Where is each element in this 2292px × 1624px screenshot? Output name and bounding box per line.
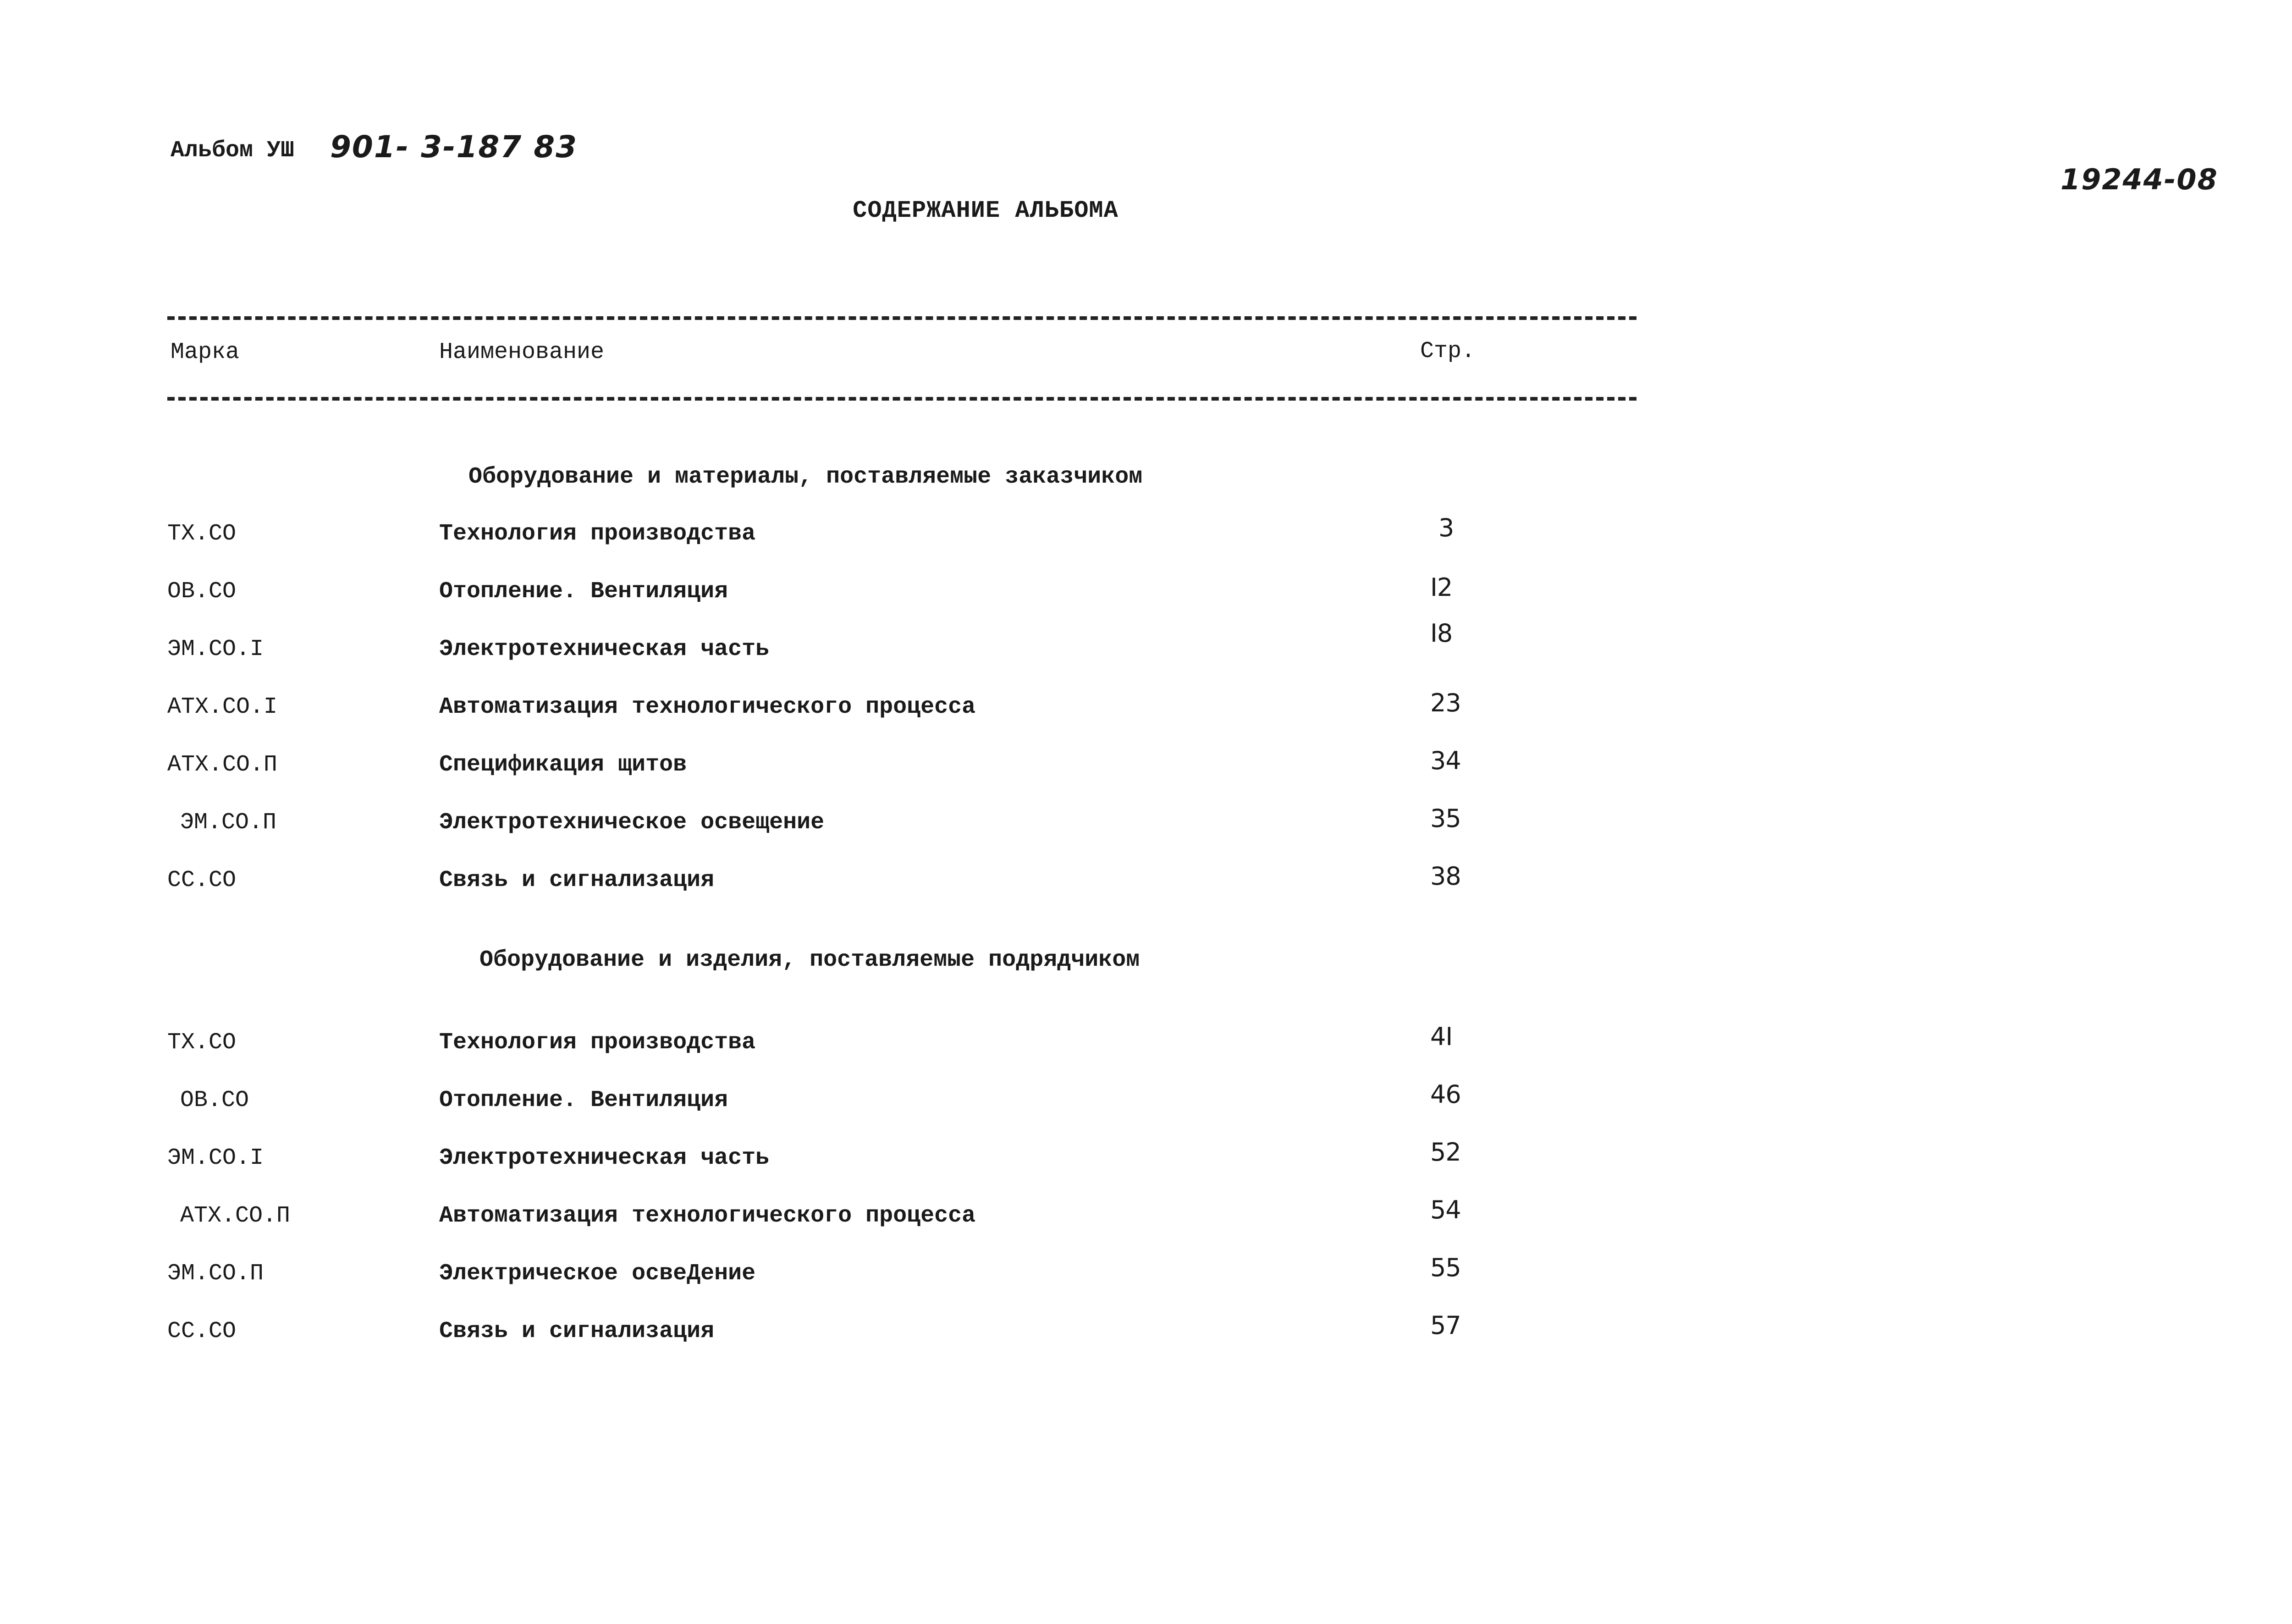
row-mark: СС.СО: [167, 1318, 237, 1344]
row-name: Электротехническая часть: [439, 636, 770, 662]
row-page: 57: [1430, 1311, 1461, 1340]
row-name: Связь и сигнализация: [439, 867, 715, 893]
table-header-bottom-rule: [167, 397, 1636, 401]
row-page: 4I: [1430, 1022, 1453, 1051]
row-page: 46: [1430, 1080, 1461, 1109]
row-name: Технология производства: [439, 1029, 756, 1056]
row-name: Отопление. Вентиляция: [439, 1087, 728, 1113]
row-page: 35: [1430, 804, 1461, 833]
column-header-mark: Марка: [171, 339, 240, 365]
column-header-page: Стр.: [1420, 338, 1476, 364]
page-title: СОДЕРЖАНИЕ АЛЬБОМА: [853, 197, 1118, 224]
row-name: Отопление. Вентиляция: [439, 578, 728, 605]
document-code: 19244-08: [2061, 163, 2218, 196]
row-mark: ЭМ.СО.I: [167, 1145, 264, 1171]
row-page: I8: [1430, 619, 1453, 648]
row-mark: АТХ.СО.П: [180, 1203, 291, 1229]
row-mark: ТХ.СО: [167, 1029, 237, 1056]
row-page: 52: [1430, 1138, 1461, 1167]
row-page: 38: [1430, 862, 1461, 891]
row-page: 23: [1430, 688, 1461, 717]
row-page: 3: [1438, 513, 1454, 542]
column-header-name: Наименование: [439, 339, 605, 365]
table-header-top-rule: [167, 316, 1636, 320]
row-page: 34: [1430, 746, 1461, 775]
row-name: Технология производства: [439, 521, 756, 547]
row-name: Связь и сигнализация: [439, 1318, 715, 1344]
row-mark: ЭМ.СО.I: [167, 636, 264, 662]
row-mark: ТХ.СО: [167, 521, 237, 547]
album-label: Альбом УШ: [171, 138, 295, 164]
row-mark: СС.СО: [167, 867, 237, 893]
row-name: Электротехническая часть: [439, 1145, 770, 1171]
row-page: I2: [1430, 573, 1453, 602]
row-name: Автоматизация технологического процесса: [439, 1203, 976, 1229]
row-mark: АТХ.СО.I: [167, 694, 278, 720]
row-mark: АТХ.СО.П: [167, 752, 278, 778]
section-title-contractor: Оборудование и изделия, поставляемые подрядчиком: [479, 947, 1140, 973]
row-page: 54: [1430, 1195, 1461, 1224]
row-mark: ЭМ.СО.П: [167, 1261, 264, 1287]
row-name: Электрическое освеДение: [439, 1261, 756, 1287]
section-title-customer: Оборудование и материалы, поставляемые заказчиком: [468, 464, 1143, 490]
row-mark: ОВ.СО: [167, 578, 237, 605]
row-mark: ОВ.СО: [180, 1087, 249, 1113]
row-page: 55: [1430, 1253, 1461, 1282]
row-mark: ЭМ.СО.П: [180, 809, 277, 836]
row-name: Спецификация щитов: [439, 752, 687, 778]
row-name: Автоматизация технологического процесса: [439, 694, 976, 720]
row-name: Электротехническое освещение: [439, 809, 825, 836]
album-number: 901- 3-187 83: [330, 129, 578, 165]
